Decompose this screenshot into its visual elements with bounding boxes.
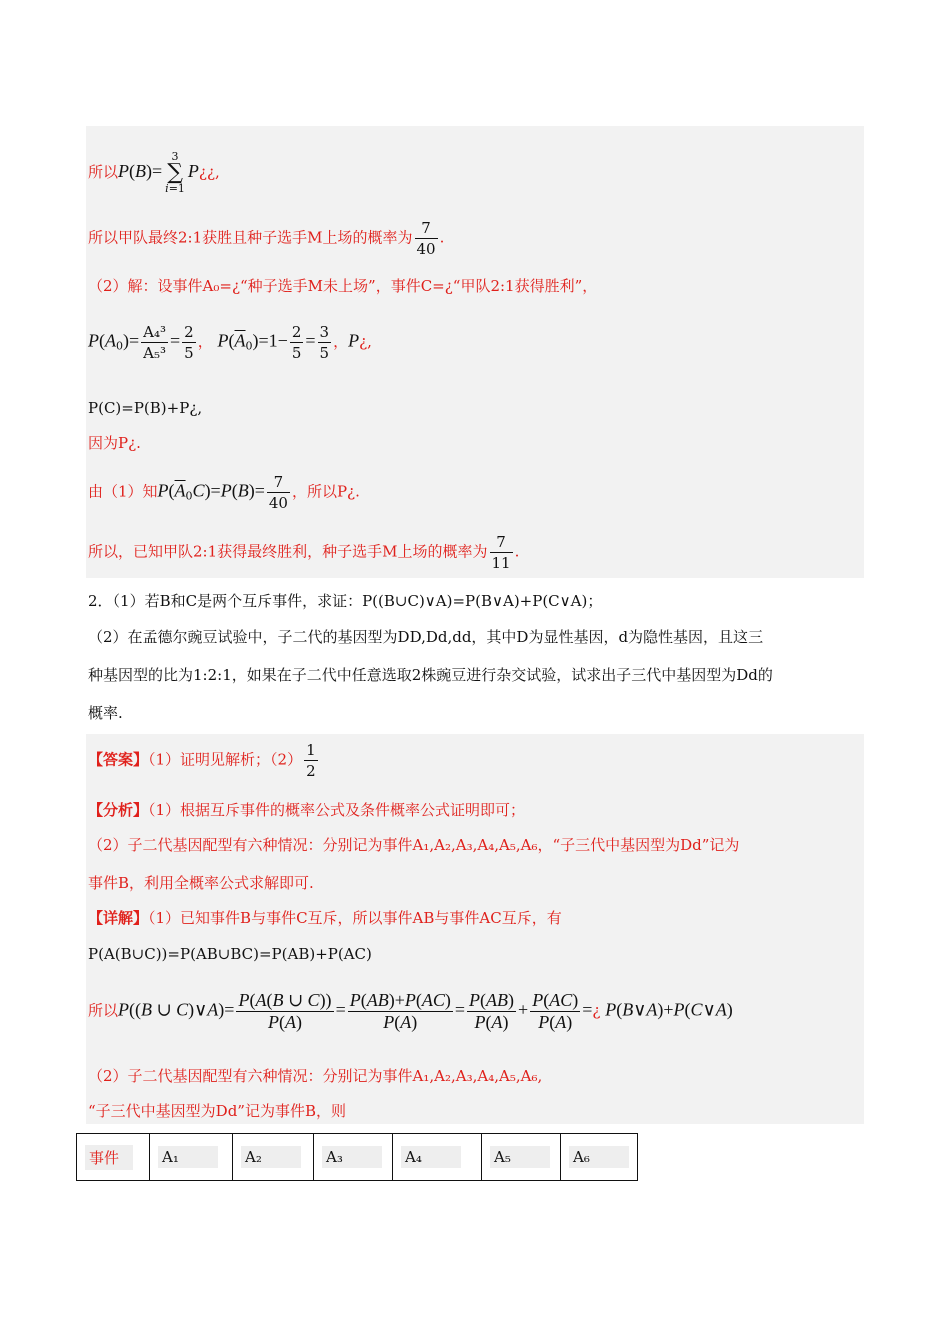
analysis-line-2: （2）子二代基因配型有六种情况：分别记为事件A₁,A₂,A₃,A₄,A₅,A₆，“子三代中基因型为Dd”记为 xyxy=(88,836,740,854)
fraction: $\frac{7}{40}$ xyxy=(416,219,436,258)
table-cell: A₄ xyxy=(393,1134,482,1181)
detail-line-3: 所以P((B ∪ C)∨A)= $\frac{P(A(B \cup C))}{P(A)}$ = $\frac{P(AB)+P(AC)}{P(A)}$ = $\frac{P(AB)}{P(A)}$ + $\frac{P(AC)}{P(A)}$ =¿ P(B∨A)+P(C∨A) xyxy=(88,990,733,1032)
solution-line-3: （2）解：设事件A₀=¿“种子选手M未上场”，事件C=¿“甲队2:1获得胜利”， xyxy=(88,277,598,295)
summation-symbol: 3 ∑ i=1 xyxy=(165,150,185,195)
question-2-line-1: 2．（1）若B和C是两个互斥事件，求证：P((B∪C)∨A)=P(B∨A)+P(C∨A)； xyxy=(88,592,603,610)
analysis-line-3: 事件B，利用全概率公式求解即可. xyxy=(88,874,314,892)
fraction: $\frac{7}{40}$ xyxy=(268,473,288,512)
fraction: $\frac{2}{5}$ xyxy=(184,323,194,362)
solution-line-7: 由（1）知$P(\overline{A}_0C)=P(B)=$ $\frac{7}{40}$ ，所以P¿. xyxy=(88,473,360,512)
table-cell: A₅ xyxy=(482,1134,561,1181)
fraction: $\frac{1}{2}$ xyxy=(306,741,316,780)
line-text: 所以 xyxy=(88,163,119,181)
question-2-line-4: 概率. xyxy=(88,704,123,722)
detail-line-2: P(A(B∪C))=P(AB∪BC)=P(AB)+P(AC) xyxy=(88,945,372,963)
analysis-line-1: 【分析】（1）根据互斥事件的概率公式及条件概率公式证明即可； xyxy=(88,801,526,819)
fraction: $\frac{2}{5}$ xyxy=(291,323,302,362)
solution-line-5: P(C)=P(B)+P¿, xyxy=(88,399,203,417)
table-row xyxy=(77,1134,638,1181)
table-cell: A₁ xyxy=(150,1134,233,1181)
table-cell: A₃ xyxy=(314,1134,393,1181)
fraction: $\frac{7}{11}$ xyxy=(491,533,511,572)
table-header-cell: 事件 xyxy=(77,1134,150,1181)
question-2-line-2: （2）在孟德尔豌豆试验中，子二代的基因型为DD,Dd,dd，其中D为显性基因，d为隐性基因，且这三 xyxy=(88,628,764,646)
solution-line-8: 所以，已知甲队2:1获得最终胜利，种子选手M上场的概率为 $\frac{7}{11}$ . xyxy=(88,533,520,572)
solution-line-2: 所以甲队最终2:1获胜且种子选手M上场的概率为 $\frac{7}{40}$ . xyxy=(88,219,445,258)
fraction: $\frac{P(AB)}{P(A)}$ xyxy=(469,990,515,1032)
solution-line-6: 因为P¿. xyxy=(88,434,141,452)
fraction: $\frac{P(AB)+P(AC)}{P(A)}$ xyxy=(349,990,451,1032)
line-text: 所以甲队最终2:1获胜且种子选手M上场的概率为 xyxy=(88,228,413,247)
fraction: $\frac{P(AC)}{P(A)}$ xyxy=(532,990,579,1032)
detail-line-5: “子三代中基因型为Dd”记为事件B，则 xyxy=(88,1102,346,1120)
table-cell: A₂ xyxy=(233,1134,314,1181)
fraction: $\frac{P(A(B \cup C))}{P(A)}$ xyxy=(238,990,332,1032)
fraction: $\frac{\text{A₄³}}{\text{A₅³}}$ xyxy=(143,323,167,362)
solution-line-1: 所以P(B)= 3 ∑ i=1 P¿¿, xyxy=(88,150,220,195)
detail-line-4: （2）子二代基因配型有六种情况：分别记为事件A₁,A₂,A₃,A₄,A₅,A₆, xyxy=(88,1067,543,1085)
answer-line: 【答案】（1）证明见解析；（2） $\frac{1}{2}$ xyxy=(88,741,316,780)
question-2-line-3: 种基因型的比为1:2:1，如果在子二代中任意选取2株豌豆进行杂交试验，试求出子三代中基因型为Dd的 xyxy=(88,666,773,684)
table-cell: A₆ xyxy=(561,1134,638,1181)
detail-line-1: 【详解】（1）已知事件B与事件C互斥，所以事件AB与事件AC互斥，有 xyxy=(88,909,562,927)
event-table xyxy=(76,1133,638,1181)
solution-line-4: $P(A_0)=$ $\frac{\text{A₄³}}{\text{A₅³}}$ = $\frac{2}{5}$ ， $P(\overline{A}_0)=1-$ $\frac{2}{5}$ = $\frac{3}{5}$ ，P¿, xyxy=(88,323,372,362)
fraction: $\frac{3}{5}$ xyxy=(319,323,330,362)
